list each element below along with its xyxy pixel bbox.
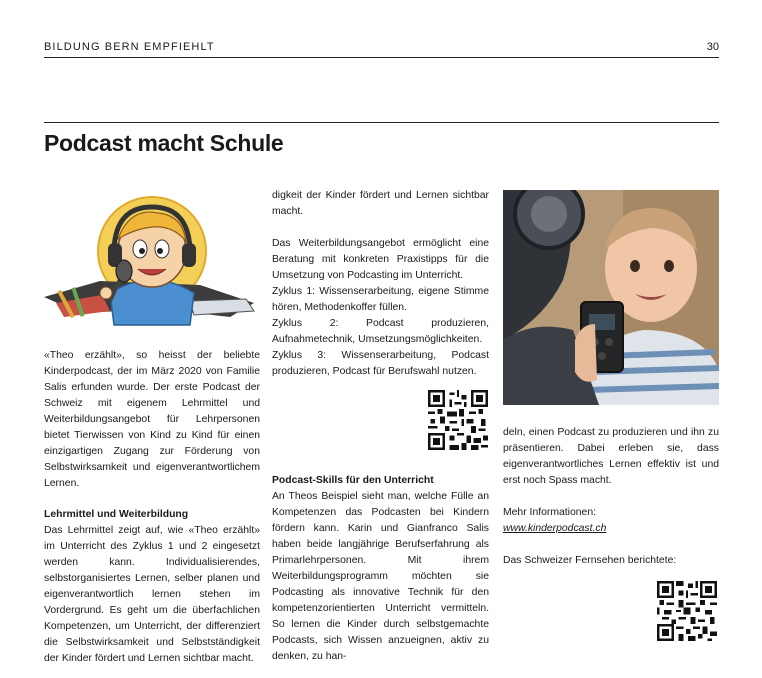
column-2-upper (272, 188, 489, 380)
section-body-podcast-skills: An Theos Beispiel sieht man, welche Fülle an Kompetenzen das Podcasten bei Kindern fördern kann. Karin und Gianfranco Salis haben beide langjährige Berufserfahrung als Primarlehrpersonen. Mit ihrem Weiterbildungsprogramm möchten sie Podcasting als innovative Technik für den kompetenzorientierten Unterricht vermitteln. So lernen die Kinder durch selbstgemachte Podcasts, sich Wissen anzueignen, aktiv zu denken, zu han- (272, 491, 489, 662)
website-link[interactable]: www.kinderpodcast.ch (503, 523, 607, 534)
theo-cartoon-illustration (40, 193, 260, 331)
offer-paragraph: Das Weiterbildungsangebot ermöglicht eine Beratung mit konkreten Praxistipps für die Umsetzung von Podcasting im Unterricht. (272, 238, 489, 281)
column-3 (503, 425, 719, 569)
section-kicker: BILDUNG BERN EMPFIEHLT (44, 41, 215, 53)
running-head (44, 40, 719, 58)
qr-code-podcast[interactable] (428, 390, 488, 450)
column-1 (44, 348, 260, 667)
more-info-block (503, 505, 719, 537)
more-info-label: Mehr Informationen: (503, 507, 596, 518)
section-heading-lehrmittel: Lehrmittel und Weiterbildung (44, 509, 189, 520)
cycle-1-line: Zyklus 1: Wissenserarbeitung, eigene Stimme hören, Methodenkoffer füllen. (272, 286, 489, 313)
cycle-2-line: Zyklus 2: Podcast produzieren, Aufnahmetechnik, Umsetzungsmöglichkeiten. (272, 318, 489, 345)
column-2-lower (272, 473, 489, 665)
cycle-3-line: Zyklus 3: Wissenserarbeitung, Podcast produzieren, Podcast für Berufswahl nutzen. (272, 350, 489, 377)
page-number: 30 (706, 41, 719, 53)
section-body-podcast-skills-continued: deln, einen Podcast zu produzieren und ihn zu präsentieren. Dabei erleben sie, dass eigenverantwortliches Lernen effektiv ist und erst noch Spass macht. (503, 427, 719, 486)
section-body-lehrmittel: Das Lehrmittel zeigt auf, wie «Theo erzählt» im Unterricht des Zyklus 1 und 2 eingesetzt werden kann. Individualisierendes, selbstorganisiertes Lernen, selber planen und eigenverantwortlich lernen stehen im Vordergrund. Es geht um die überfachlichen Kompetenzen, um Unterricht, der differenziert die Selbstwirksamkeit und Selbstständigkeit der Kinder fördert und Lernen sichtbar macht. (44, 525, 260, 664)
article-title: Podcast macht Schule (44, 130, 284, 156)
tv-note: Das Schweizer Fernsehen berichtete: (503, 555, 677, 566)
title-rule (44, 122, 719, 123)
offer-block (272, 236, 489, 380)
section-heading-podcast-skills: Podcast-Skills für den Unterricht (272, 475, 434, 486)
qr-code-tv-report[interactable] (657, 581, 717, 641)
child-recording-photo (503, 190, 719, 405)
section-lehrmittel (44, 507, 260, 667)
section-body-lehrmittel-continued: digkeit der Kinder fördert und Lernen sichtbar macht. (272, 190, 489, 217)
intro-paragraph: «Theo erzählt», so heisst der beliebte Kinderpodcast, der im März 2020 von Familie Salis erfunden wurde. Der erste Podcast der Schweiz mit eigenem Lehrmittel und Weiterbildungsangebot für Lehrpersonen bietet Tierwissen von Kind zu Kind für einen einzigartigen Zugang zur Förderung von Selbstwirksamkeit und eigenverantwortlichem Lernen. (44, 350, 260, 489)
